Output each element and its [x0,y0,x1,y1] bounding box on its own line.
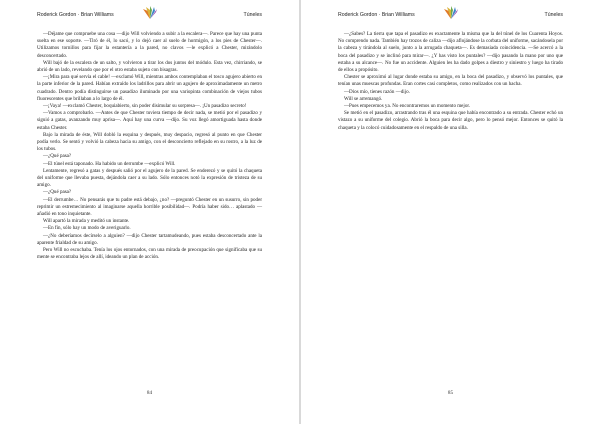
paragraph: Se metió en el pasadizo, arrastrando tras él una esquina que había encontrado a su entrada. Chester echó un vistazo a su uniforme del colegio. Abrió la boca para decir algo, pero lo pensó mejor. Entonces se quitó la chaqueta y la colocó cuidadosamente en el respaldo de una silla. [338,110,563,131]
paragraph: —En fin, sólo hay un modo de averiguarlo. [43,225,131,232]
paragraph: Chester se aproximó al lugar donde estaba su amigo, en la boca del pasadizo, y observó los puntales, que tenían unas muescas profundas. Eran cortes casi completos, como realizados con un hacha. [338,74,563,88]
running-header [338,6,563,20]
header-title: Túneles [243,12,262,18]
paragraph: —Pues empecemos ya. No encontraremos un momento mejor. [344,103,471,110]
left-page [0,0,299,424]
paragraph: Will bajó de la escalera de un salto, y volvieron a tirar los dos juntos del módulo. Esta vez, chirriando, se abrió de un lado, revelando que por el otro estaba sujeto con bisagras. [37,59,262,74]
left-page-text [37,31,262,262]
paragraph: Bajo la mirada de éste, Will dobló la esquina y después, muy despacio, regresó al punto en que Chester podía verlo. Se sentó y volvió la cabeza hacia su amigo, con el desconcierto reflejado en su rostro, a la luz de los tubos. [37,131,262,153]
paragraph: Lentamente, regresó a gatas y después salió por el agujero de la pared. Se enderezó y se quitó la chaqueta del uniforme que llevaba puesta, dejándola caer a su lado. Sólo entonces notó la expresión de tristeza de su amigo. [37,167,262,189]
running-header [37,6,262,20]
paragraph: —¡Mira para qué servía el cable! —exclamó Will, mientras ambos contemplaban el tosco agujero abierto en la parte inferior de la pared. Habían extraído los ladrillos para abrir un agujero de aproximadamente un metro cuadrado. Dentro podía distinguirse un pasadizo iluminado por una variopinta combinación de viejos tubos fluorescentes que brillaban a lo largo de él. [37,74,262,102]
paragraph: —¿Sabes? La tierra que tapa el pasadizo es exactamente la misma que la del túnel de los Cuarenta Hoyos. No comprendo nada. También hay trozos de caliza —dijo aflojándose la corbata del uniforme, sacándosela por la cabeza y tirándola al suelo, junto a la arrugada chaqueta—. Es demasiada coincidencia. —Se acercó a la boca del pasadizo y se inclinó para mirar—. ¿Y has visto los puntales? —dijo pasando la mano por uno que estaba a su alcance—. No fue un accidente. Alguien les ha dado golpes a diestro y siniestro y luego ha tirado de ellos a propósito. [338,31,563,74]
header-author: Roderick Gordon · Brian Williams [37,12,114,18]
header-author: Roderick Gordon · Brian Williams [338,12,415,18]
paragraph: —Déjame que compruebe una cosa —dijo Will volviendo a subir a la escalera—. Parece que hay una punta suelta en ese soporte. —Tiró de él, lo sacó, y lo dejó caer al suelo de hormigón, a los pies de Chester—. Utilizamos tornillos para fijar la estantería a la pared, no clavos —le explicó a Chester, mirándolo desconcertado. [37,31,262,59]
paragraph: —¿Qué pasa? [43,189,72,196]
paragraph: —¿Qué pasa? [43,153,72,160]
paragraph: —¡Vaya! —exclamó Chester, boquiabierto, sin poder disimular su sorpresa—. ¡Un pasadizo secreto! [43,103,247,110]
right-page [301,0,600,424]
right-page-text [338,31,563,132]
header-title: Túneles [544,12,563,18]
publisher-logo-icon [436,6,466,20]
paragraph: Will se arremangó. [344,95,383,102]
paragraph: Pero Will no escuchaba. Tenía los ojos entornados, con una mirada de preocupación que significaba que su mente se encontraba lejos de allí, ideando un plan de acción. [37,247,262,261]
paragraph: —Vamos a comprobarlo. —Antes de que Chester tuviera tiempo de decir nada, se metió por el pasadizo y siguió a gatas, avanzando muy aprisa—. Aquí hay una curva —dijo. Su voz llegó amortiguada hasta donde estaba Chester. [37,110,262,131]
page-number: 84 [146,390,153,396]
paragraph: —Dios mío, tienes razón —dijo. [344,88,410,95]
paragraph: —El túnel está taponado. Ha habido un derrumbe —explicó Will. [43,160,176,167]
publisher-logo-icon [135,6,165,20]
page-number: 85 [447,390,454,396]
paragraph: —El derrumbe… No pensarás que tu padre está debajo, ¿no? —preguntó Chester en un susurro, sin poder reprimir un estremecimiento al imaginarse aquella horrible posibilidad—. Podría haber sido… aplastado —añadió en tono inquietante. [37,196,262,218]
paragraph: Will apartó la mirada y meditó un instante. [43,218,130,225]
paragraph: —¿No deberíamos decírselo a alguien? —dijo Chester tartamudeando, pues estaba desconcertado ante la aparente frialdad de su amigo. [37,232,262,246]
